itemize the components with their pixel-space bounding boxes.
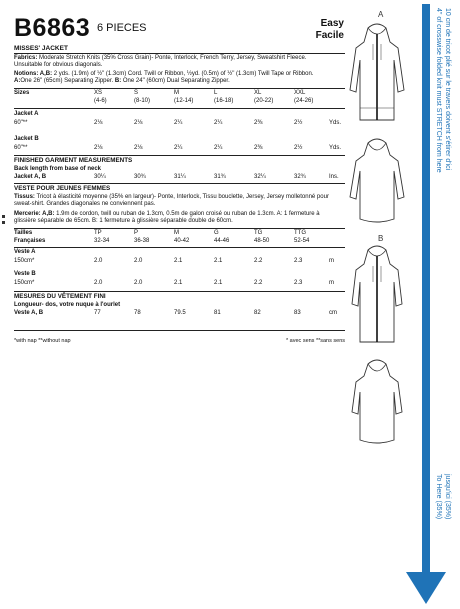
stretch-gauge-bar [422, 4, 430, 574]
mercerie-text2: glissière séparable de 65cm. B: 1 fermeture à glissière séparable double de 60cm. [14, 218, 233, 225]
size-range-cell: 48-50 [254, 238, 270, 244]
longueur-row-label: Veste A, B [14, 310, 44, 316]
mercerie-block [14, 211, 345, 226]
unit-yds: Yds. [329, 145, 342, 151]
unit-m: m [329, 258, 334, 264]
longueur-label: Longueur- dos, votre nuque à l'ourlet [14, 302, 121, 308]
jacket-b-front-sketch [346, 242, 408, 352]
unit-m: m [329, 280, 334, 286]
unit-cm: cm [329, 310, 337, 316]
size-cell: TP [94, 230, 102, 236]
divider [14, 183, 345, 184]
meter-cell: 2.1 [214, 280, 223, 286]
meter-cell: 2.2 [254, 258, 263, 264]
tissus-text: Tricot à élasticité moyenne (35% en largeur)- Ponte, Interlock, Tissu bouclette, Jersey, Jersey molletonné pour [36, 194, 329, 200]
veste-a-row [14, 258, 345, 266]
meter-cell: 2.0 [94, 258, 103, 264]
francaises-row [14, 238, 345, 246]
stretch-text-fr: 10 cm de tricot plié sur le travers doivent s'étirer d'ici [444, 8, 451, 171]
jacket-b-label: Jacket B [14, 136, 39, 142]
size-cell: XXL [294, 90, 306, 96]
divider [14, 228, 345, 229]
back-length-row [14, 174, 345, 182]
notions-b-label: B: [114, 78, 122, 85]
meter-cell: 2.0 [94, 280, 103, 286]
notions-text3: One 24" (60cm) Dual Separating Zipper. [122, 78, 230, 85]
mercerie-label: Mercerie: A,B: [14, 211, 55, 217]
nap-with-en: *with nap [14, 338, 37, 344]
figure-label-b: B [378, 234, 384, 243]
jacket-b-row [14, 145, 345, 153]
size-range-cell: 44-46 [214, 238, 230, 244]
size-cell: M [174, 230, 179, 236]
divider [14, 108, 345, 109]
size-cell: P [134, 230, 139, 236]
nap-without-en: **without nap [38, 338, 71, 344]
registration-mark [2, 221, 5, 224]
tailles-label: Tailles [14, 230, 33, 236]
unit-yds: Yds. [329, 120, 342, 126]
jacket-b-label-row [14, 136, 345, 144]
measure-cell: 32¼ [254, 174, 266, 180]
figure-label-a: A [378, 10, 384, 19]
notions-label: Notions: A,B: [14, 71, 53, 77]
fabric-width: 60"** [14, 120, 28, 126]
stretch-text-en: 4" of crosswise folded knit must STRETCH from here [435, 8, 442, 173]
meter-cell: 2.1 [174, 280, 183, 286]
finished-measurements-label: FINISHED GARMENT MEASUREMENTS [14, 157, 133, 164]
yardage-cell: 2½ [294, 145, 303, 151]
jacket-a-front-sketch [346, 20, 408, 130]
size-range-cell: 36-38 [134, 238, 150, 244]
size-range-cell: (8-10) [134, 98, 151, 104]
to-here-fr: jusqu'ici (35%) [444, 474, 451, 520]
jacket-a-label-row [14, 111, 345, 119]
size-cell: XS [94, 90, 103, 96]
size-range-cell: 40-42 [174, 238, 190, 244]
measure-cell: 79.5 [174, 310, 186, 316]
measure-cell: 30¾ [134, 174, 146, 180]
veste-b-label: Veste B [14, 271, 36, 277]
meter-cell: 2.3 [294, 280, 303, 286]
nap-note-fr [286, 338, 345, 345]
tissus-block [14, 194, 345, 209]
measure-cell: 31¾ [214, 174, 226, 180]
measure-cell: 30¼ [94, 174, 106, 180]
size-cell: TTG [294, 230, 306, 236]
divider [14, 53, 345, 54]
size-range-cell: (20-22) [254, 98, 274, 104]
size-range-cell: 32-34 [94, 238, 110, 244]
divider [14, 291, 345, 292]
jacket-a-back-sketch [346, 135, 408, 225]
veste-a-label: Veste A [14, 249, 36, 255]
measure-cell: 81 [214, 310, 221, 316]
fabric-width: 60"** [14, 145, 28, 151]
meter-cell: 2.3 [294, 258, 303, 264]
yardage-cell: 2⅜ [254, 120, 263, 126]
pattern-code: B6863 [14, 14, 91, 42]
title-fr: VESTE POUR JEUNES FEMMES [14, 185, 111, 192]
measure-cell: 77 [94, 310, 101, 316]
yardage-cell: 2⅛ [94, 120, 103, 126]
size-range-cell: 52-54 [294, 238, 310, 244]
fabrics-text: Moderate Stretch Knits (35% Cross Grain)- Ponte, Interlock, French Terry, Jersey, Sweatshirt Fleece. [39, 55, 307, 61]
size-range-cell: (24-26) [294, 98, 314, 104]
tissus-text2: sweat-shirt. Grandes diagonales ne conviennent pas. [14, 201, 156, 208]
to-here-en: To Here (35%) [435, 474, 442, 520]
size-cell: G [214, 230, 219, 236]
divider [14, 88, 345, 89]
tissus-label: Tissus: [14, 194, 35, 200]
title-en: MISSES' JACKET [14, 45, 68, 52]
pieces-count: 6 PIECES [97, 22, 147, 34]
fabrics-block [14, 55, 345, 70]
yardage-cell: 2⅜ [254, 145, 263, 151]
meter-cell: 2.2 [254, 280, 263, 286]
size-cell: S [134, 90, 139, 96]
size-range-cell: (12-14) [174, 98, 194, 104]
veste-a-label-row [14, 249, 345, 257]
meter-cell: 2.0 [134, 258, 143, 264]
size-ranges-row [14, 98, 345, 106]
jacket-a-row [14, 120, 345, 128]
measure-cell: 78 [134, 310, 141, 316]
divider [14, 155, 345, 156]
yardage-cell: 2⅛ [134, 145, 143, 151]
jacket-a-label: Jacket A [14, 111, 39, 117]
nap-without-fr: **sans sens [315, 338, 346, 344]
yardage-cell: 2¼ [174, 145, 183, 151]
meter-cell: 2.0 [134, 280, 143, 286]
back-length-row-label: Jacket A, B [14, 174, 47, 180]
yardage-cell: 2½ [294, 120, 303, 126]
size-range-cell: (4-6) [94, 98, 107, 104]
meter-cell: 2.1 [214, 258, 223, 264]
size-cell: TG [254, 230, 263, 236]
veste-b-row [14, 280, 345, 288]
back-length-label: Back length from base of neck [14, 166, 102, 172]
difficulty [304, 18, 344, 42]
measure-cell: 32¾ [294, 174, 306, 180]
stretch-gauge-arrow-icon [406, 572, 446, 604]
meter-cell: 2.1 [174, 258, 183, 264]
finished-measurements-fr-label: MESURES DU VÊTEMENT FINI [14, 293, 106, 300]
yardage-cell: 2¼ [214, 145, 223, 151]
size-cell: XL [254, 90, 262, 96]
nap-note-en [14, 338, 71, 345]
fabric-width: 150cm* [14, 258, 35, 264]
yardage-cell: 2⅛ [134, 120, 143, 126]
notions-text2: One 26" (65cm) Separating Zipper. [20, 78, 114, 85]
francaises-label: Françaises [14, 238, 46, 244]
measure-cell: 82 [254, 310, 261, 316]
veste-b-label-row [14, 271, 345, 279]
divider [14, 330, 345, 331]
nap-with-fr: * avec sens [286, 338, 315, 344]
measure-cell: 83 [294, 310, 301, 316]
size-cell: M [174, 90, 179, 96]
difficulty-fr: Facile [315, 30, 344, 41]
yardage-cell: 2⅛ [94, 145, 103, 151]
mercerie-text: 1.9m de cordon, twill ou ruban de 1.3cm, 0.5m de galon croisé ou ruban de 1.3cm. A: 1 fermeture à [56, 211, 320, 217]
yardage-cell: 2¼ [214, 120, 223, 126]
notions-text: 2 yds. (1.9m) of ½" (1.3cm) Cord. Twill or Ribbon, ½yd. (0.5m) of ½" (1.3cm) Twill Tape or Ribbon. [53, 71, 314, 77]
longueur-row [14, 310, 345, 318]
measure-cell: 31¼ [174, 174, 186, 180]
stretch-gauge [400, 4, 454, 605]
unit-ins: Ins. [329, 174, 339, 180]
sizes-row [14, 90, 345, 98]
sizes-label: Sizes [14, 90, 30, 96]
registration-mark [2, 215, 5, 218]
difficulty-en: Easy [320, 18, 344, 29]
divider [14, 247, 345, 248]
size-cell: L [214, 90, 218, 96]
size-range-cell: (16-18) [214, 98, 234, 104]
yardage-cell: 2¼ [174, 120, 183, 126]
fabrics-label: Fabrics: [14, 55, 38, 61]
notions-block [14, 71, 345, 86]
fabrics-text2: Unsuitable for obvious diagonals. [14, 62, 103, 69]
jacket-b-back-sketch [346, 356, 408, 446]
tailles-row [14, 230, 345, 238]
notions-a-label: A: [14, 78, 21, 85]
fabric-width: 150cm* [14, 280, 35, 286]
